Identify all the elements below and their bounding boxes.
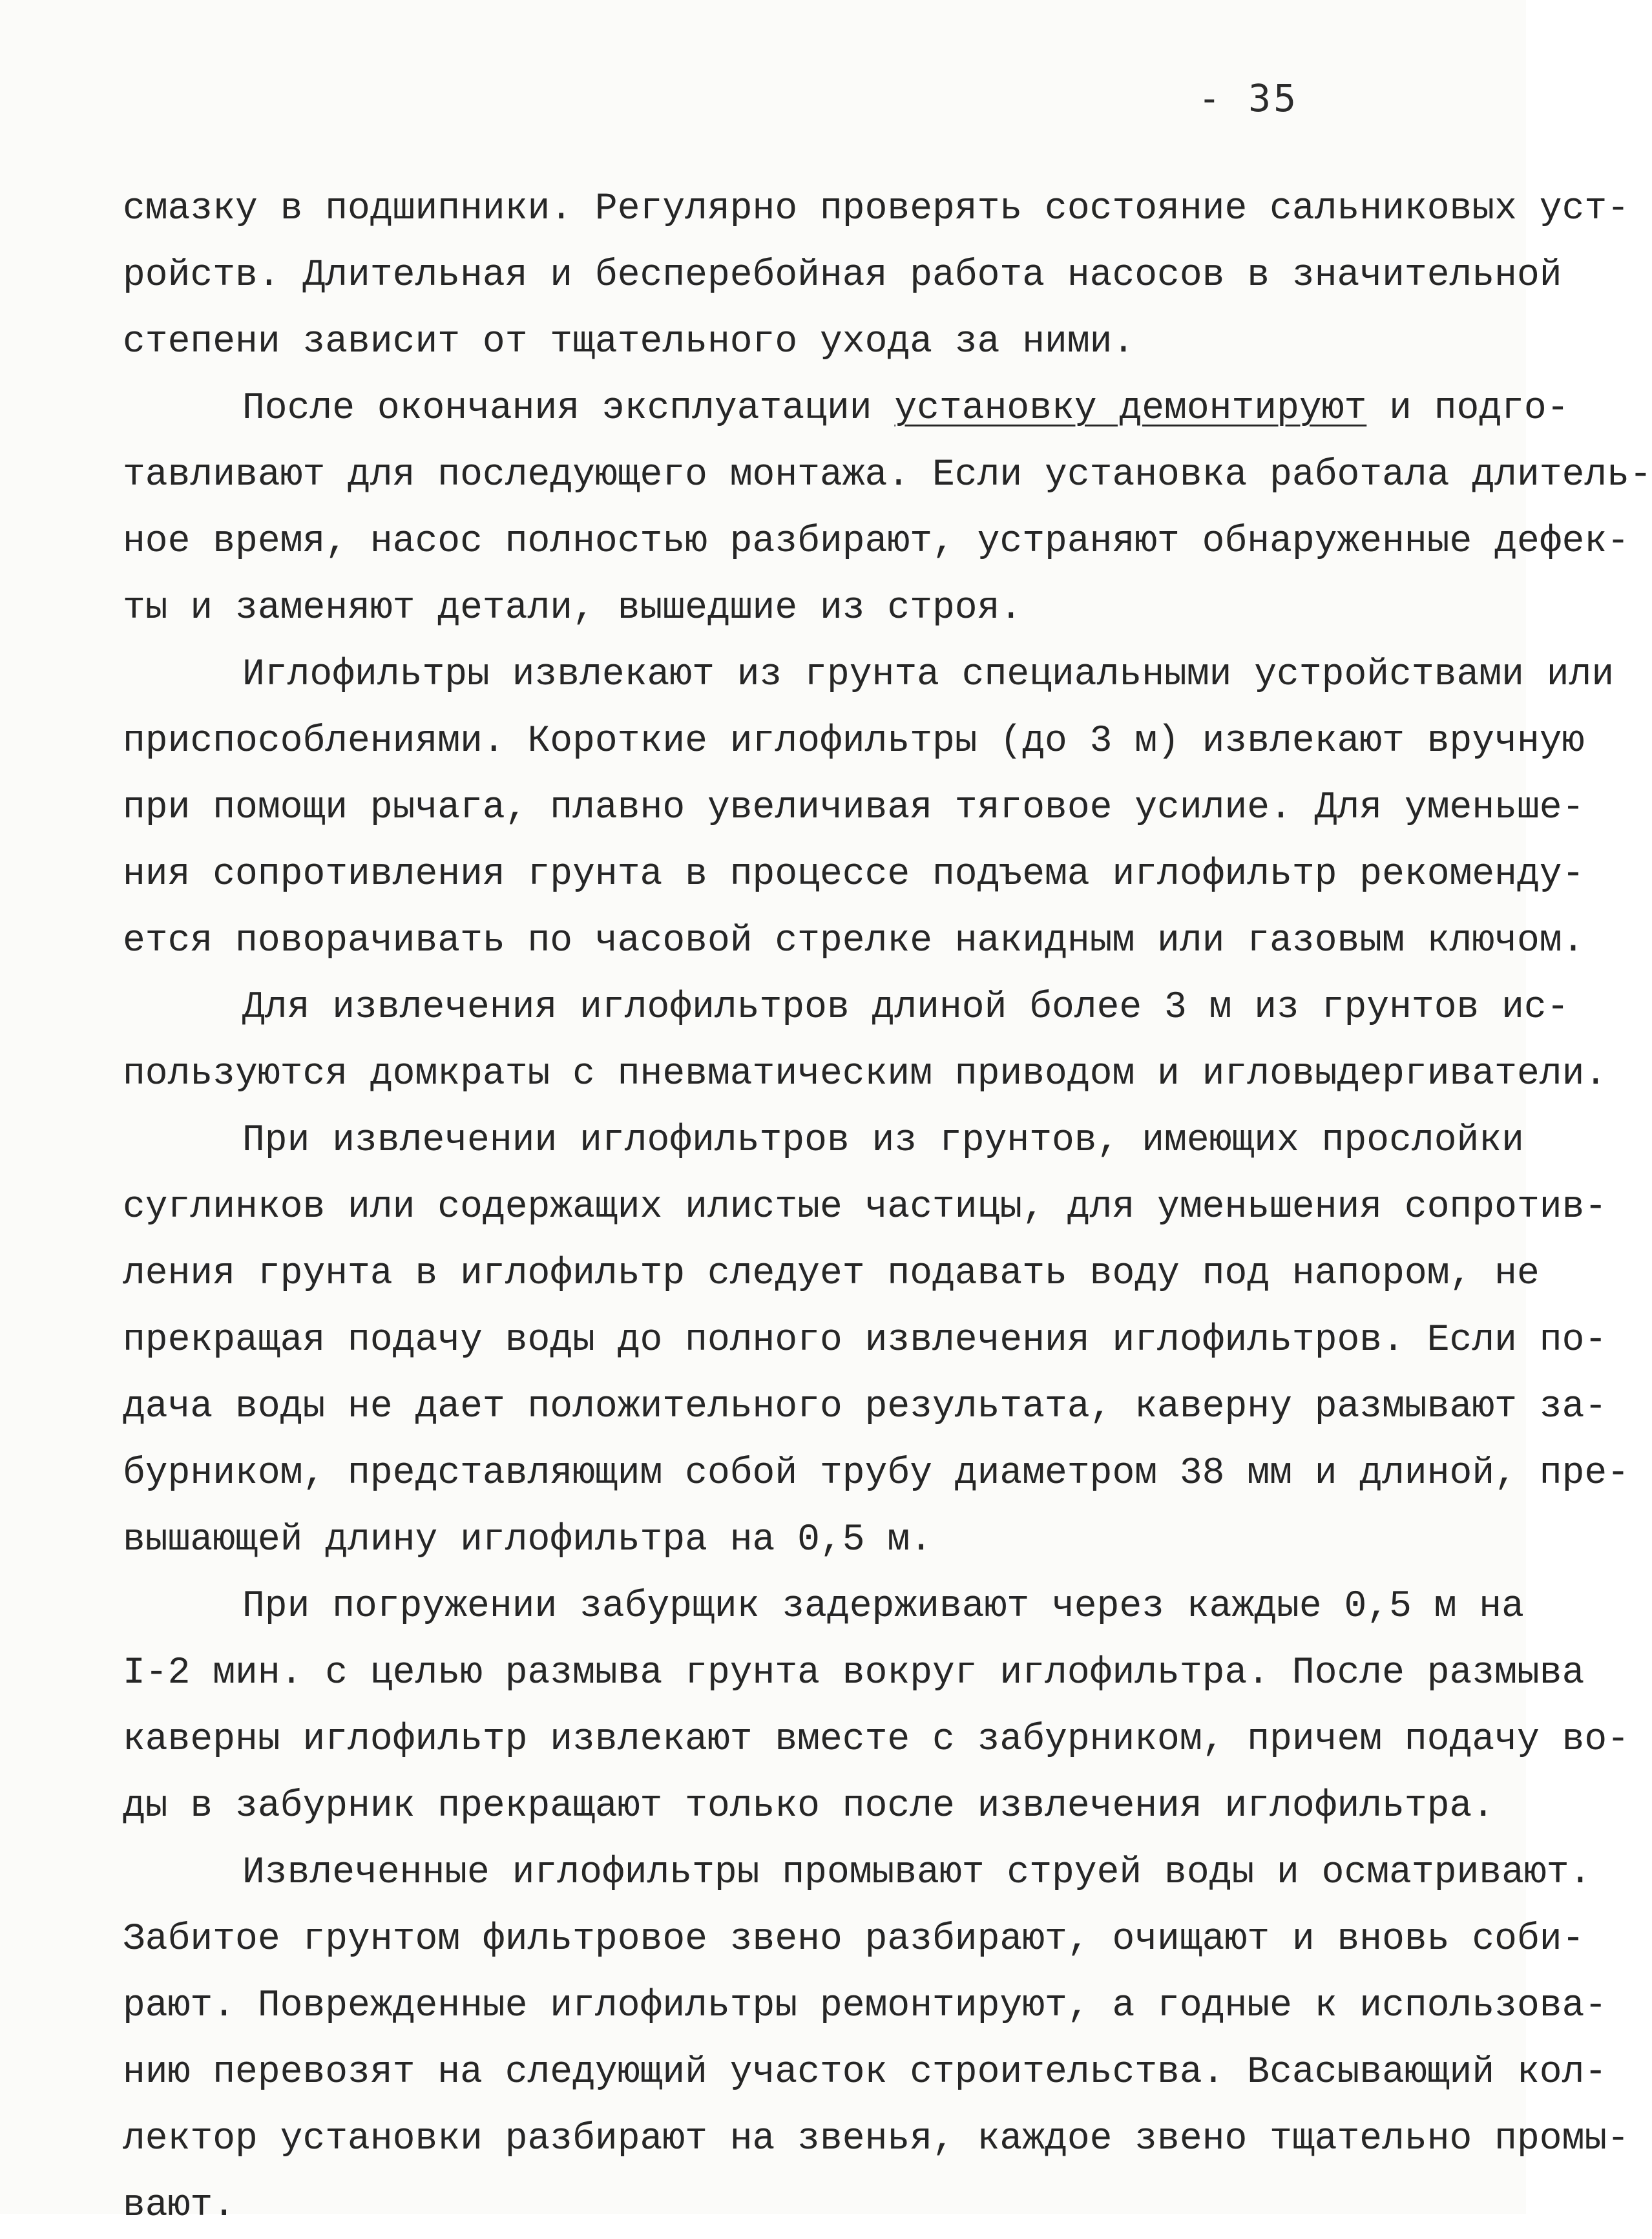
text-line: ты и заменяют детали, вышедшие из строя. xyxy=(123,587,1023,629)
text-line: вышающей длину иглофильтра на 0,5 м. xyxy=(123,1519,933,1561)
text-line: приспособлениями. Короткие иглофильтры (до 3 м) извлекают вручную xyxy=(123,720,1585,762)
text-line: лектор установки разбирают на звенья, каждое звено тщательно промы- xyxy=(123,2118,1629,2160)
paragraph-2 xyxy=(123,375,1652,642)
text-line: суглинков или содержащих илистые частицы, для уменьшения сопротив- xyxy=(123,1186,1607,1228)
text-line: каверны иглофильтр извлекают вместе с забурником, причем подачу во- xyxy=(123,1719,1629,1761)
text-line: ется поворачивать по часовой стрелке накидным или газовым ключом. xyxy=(123,920,1585,962)
page-number: - 35 xyxy=(1198,76,1299,120)
text-line: I-2 мин. с целью размыва грунта вокруг иглофильтра. После размыва xyxy=(123,1652,1585,1694)
text-line: При погружении забурщик задерживают через каждые 0,5 м на xyxy=(242,1586,1524,1628)
text-line: степени зависит от тщательного ухода за ними. xyxy=(123,321,1135,363)
paragraph-6 xyxy=(123,1573,1629,1840)
text-line xyxy=(123,375,1569,442)
text-fragment: и подго- xyxy=(1366,388,1569,430)
body-text xyxy=(123,176,1652,2239)
text-line: пользуются домкраты с пневматическим приводом и игловыдергиватели. xyxy=(123,1053,1607,1095)
paragraph-4 xyxy=(123,974,1607,1108)
paragraph-1 xyxy=(123,176,1629,375)
text-line: дача воды не дает положительного результата, каверну размывают за- xyxy=(123,1386,1607,1428)
text-line: ройств. Длительная и бесперебойная работа насосов в значительной xyxy=(123,255,1562,297)
text-line: ное время, насос полностью разбирают, устраняют обнаруженные дефек- xyxy=(123,521,1629,563)
text-line: Для извлечения иглофильтров длиной более 3 м из грунтов ис- xyxy=(242,987,1569,1029)
text-line: тавливают для последующего монтажа. Если установка работала длитель- xyxy=(123,454,1652,496)
text-line: Извлеченные иглофильтры промывают струей воды и осматривают. xyxy=(242,1852,1592,1894)
text-line: прекращая подачу воды до полного извлечения иглофильтров. Если по- xyxy=(123,1319,1607,1361)
text-line: смазку в подшипники. Регулярно проверять состояние сальниковых уст- xyxy=(123,188,1629,230)
paragraph-5 xyxy=(123,1108,1629,1573)
text-line: ления грунта в иглофильтр следует подавать воду под напором, не xyxy=(123,1253,1540,1295)
text-line: вают. xyxy=(123,2185,236,2227)
paragraph-3 xyxy=(123,642,1615,974)
text-line: бурником, представляющим собой трубу диаметром 38 мм и длиной, пре- xyxy=(123,1453,1629,1495)
text-line: ды в забурник прекращают только после извлечения иглофильтра. xyxy=(123,1785,1495,1827)
text-line: нию перевозят на следующий участок строительства. Всасывающий кол- xyxy=(123,2052,1607,2094)
text-fragment: После окончания эксплуатации xyxy=(242,388,895,430)
text-line: при помощи рычага, плавно увеличивая тяговое усилие. Для уменьше- xyxy=(123,787,1585,829)
underlined-phrase: установку демонтируют xyxy=(894,388,1367,430)
text-line: Иглофильтры извлекают из грунта специальными устройствами или xyxy=(242,654,1615,696)
text-line: ния сопротивления грунта в процессе подъема иглофильтр рекоменду- xyxy=(123,854,1585,896)
paragraph-7 xyxy=(123,1840,1629,2239)
text-line: При извлечении иглофильтров из грунтов, имеющих прослойки xyxy=(242,1120,1524,1162)
text-line: Забитое грунтом фильтровое звено разбирают, очищают и вновь соби- xyxy=(123,1918,1585,1960)
text-line: рают. Поврежденные иглофильтры ремонтируют, а годные к использова- xyxy=(123,1985,1607,2027)
